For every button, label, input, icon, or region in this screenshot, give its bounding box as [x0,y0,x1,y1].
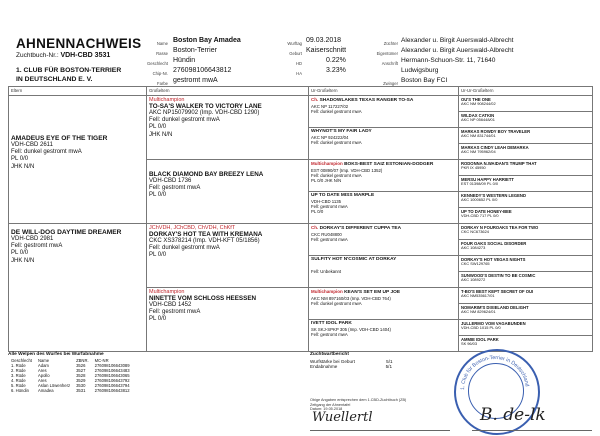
geburt-label: Geburt [289,51,302,56]
col-urgross: Ur-Großeltern [309,87,459,96]
signature-line-right [472,430,592,431]
geschlecht-label: Geschlecht [147,61,168,66]
zuchtbuch-line: Zuchtbuch-Nr.: VDH-CBD 3531 [16,52,111,59]
anschrift: Hermann-Schuon-Str. 11, 71640 [401,57,496,64]
litter-row: 2. Rüde Ares 3527 276098106643483 [11,368,130,373]
zwinger: Boston Bay FCI [401,77,448,84]
gg-great-12: SUNWOOD'S DESTIN TO BE COSMIC AKC 1089272 [459,272,593,288]
great-grandparent-8: IVETT IDOL PARK SK SKJ-SPKP 305 (Imp. VDH-CBD 1404) Fell: gestromt mwA [309,320,459,352]
litter-title: Alle Welpen des Wurfes bei Wurfabnahme [8,352,104,357]
dog-color: gestromt mwA [173,77,218,84]
great-grandparent-2: WHYNOT'S MY FAIR LADY AKC NP 924222/04 Fell: dunkel gestromt mwA [309,128,459,160]
great-grandparent-7: Multichampion KEAN'S SET EM UP JOE AKC NM 897160/03 (Imp. VDH-CBD 764) Fell: dunkel gestromt mwA [309,288,459,320]
zuechter: Alexander u. Birgit Auerswald-Albrecht [401,37,514,44]
grandparent-1: Multichampion TO-SA'S WALKER TO VICTORY LANE AKC NP15079902 (Imp. VDH-CBD 1290) Fell: dunkel gestromt mwA PL 0/0 JHK N/N [147,96,309,160]
ha-label: HA [296,71,302,76]
gg-great-8: UP TO DATE HONEY-BEE VDH-CBD 717 PL 0/0 [459,208,593,224]
litter-header: Name [37,358,50,363]
great-grandparent-5: Ch. DORKAY'S DIFFERENT CUPPA TEA CKC RU048800 Fell: gestromt mwA [309,224,459,256]
great-grandparent-6: SULFITY HOT N'COSMIC AT DORKAY Fell: Unbekannt [309,256,459,288]
gg-great-11: DORKAY'S HOT VEGAS NIGHTS CKC SW129765 [459,256,593,272]
farbe-label: Farbe [157,81,168,86]
pedigree-table [8,86,593,352]
geburt: Kaiserschnitt [306,47,347,54]
zuchtwart-section: Zuchtwartbericht Wurfstärke bei Geburt 5/1 Endabnahme 5/1 [310,352,450,369]
gg-great-3: MARKAS ROWDY BOY TRAVELER AKC NM 831744/01 [459,128,593,144]
gg-great-9: DORKAY N FOUROAKS TEA FOR TWO CKC NC673624 [459,224,593,240]
hd-label: HD [295,61,302,66]
gg-great-5: RODONNA N.WAIDAN'S TRUMP THAT PKR IX 45950 [459,160,593,176]
litter-row: 1. Rüde Adam 3526 276098106643089 [11,363,130,368]
dog-sex: Hündin [173,57,196,64]
chip-label: Chip-Nr. [152,71,168,76]
zuechter-label: Züchter [383,41,398,46]
col-ururgross: Ur-Ur-Großeltern [459,87,593,96]
club-name: 1. CLUB FÜR BOSTON-TERRIER IN DEUTSCHLAND E. V. [16,67,122,83]
litter-row: 6. Hündin Amadea 3531 276098106643812 [11,388,130,393]
zwinger-label: Zwinger [383,81,398,86]
rasse-label: Rasse [156,51,168,56]
gg-great-1: OU'S THE ONE AKC NM 908244/02 [459,96,593,112]
document-title: AHNENNACHWEIS [16,36,142,51]
eigentuemer: Alexander u. Birgit Auerswald-Albrecht [401,47,514,54]
svg-text:1. Club für Boston-Terrier in: 1. Club für Boston-Terrier in Deutschland [459,354,530,391]
eigentuemer-label: Eigentümer [376,51,398,56]
litter-row: 4. Rüde Ares 3529 276098106643792 [11,378,130,383]
col-eltern: Eltern [9,87,147,96]
grandparent-4: Multichampion NINETTE VOM SCHLOSS HEESSEN VDH-CBD 1452 Fell: gestromt mwA PL 0/0 [147,288,309,352]
signature-left: Wuellertl [312,410,373,425]
gg-great-14: NOMARIM'S DIXIELAND DELIGHT AKC NM 829624/01 [459,304,593,320]
litter-header: Geschlecht [11,358,32,363]
ort: Ludwigsburg [401,67,439,74]
gg-great-16: AMMIE IDOL PARK SK 96/03 [459,336,593,352]
great-grandparent-3: Multichampion BOKS-BEST SAIZ ESTONIAN-DODGER EST 00890/07 (Imp. VDH-CBD 1352) Fell: dunkel gestromt mwA PL 0/0 JHK N/N [309,160,459,192]
gg-great-10: FOUR OAKS SOCIAL DISORDER AKC 1084273 [459,240,593,256]
signature-right: B. de-lk [480,405,546,425]
grandparent-2: BLACK DIAMOND BAY BREEZY LENA VDH-CBD 1736 Fell: gestromt mwA PL 0/0 [147,160,309,224]
litter-table [8,358,133,393]
confirmation-note: Obige Angaben entsprechen dem 1.CBD-Zuchtbuch (ZB) Zeitgang der Ahnentafel Datum: 19.05.2018 [310,398,407,412]
litter-header: ZBNR. [76,358,89,363]
gg-great-2: WILDAX CATKIN AKC NP 056448/01 [459,112,593,128]
litter-section [8,352,298,393]
col-grosseltern: Großeltern [147,87,309,96]
litter-row: 5. Rüde Aslan Löwenherz 3530 276098106643794 [11,383,130,388]
dog-name: Boston Bay Amadea [173,37,241,44]
gg-great-13: T-BO'S BEST KEPT SECRET OF OUI AKC NM535617/01 [459,288,593,304]
hd-value: 0.22% [326,57,346,64]
gg-great-6: MERSU HAPPY HARRIETT EST 01398/09 PL 0/0 [459,176,593,192]
name-label: Name [156,41,168,46]
wurftag-label: Wurftag [287,41,302,46]
gg-great-15: JULLERMO VOM VAGABUNDEN VDH-CBD 1015 PL 0/0 [459,320,593,336]
anschrift-label: Anschrift [381,61,398,66]
gg-great-7: KENNEDY'S WESTERN LEGEND AKC 1000652 PL 0/0 [459,192,593,208]
ha-value: 3.23% [326,67,346,74]
dog-chip: 276098106643812 [173,67,232,74]
litter-header: MC-NR [94,358,109,363]
wurftag: 09.03.2018 [306,37,342,44]
parent-sire: AMADEUS EYE OF THE TIGER VDH-CBD 2611 Fell: dunkel gestromt mwA PL 0/0 JHK N/N [9,96,147,224]
signature-line-left [310,430,450,431]
great-grandparent-1: Ch. SHADOWLAKES TEXAS RANGER TO-SA AKC NP 117227/02 Fell: dunkel gestromt mwA [309,96,459,128]
parent-dam: DE WILL-DOG DAYTIME DREAMER VDH-CBD 2981 Fell: gestromt mwA PL 0/0 JHK N/N [9,224,147,352]
grandparent-3: JChVDH, JChCBD, ChVDH, ChKfT DORKAY'S HOT TEA WITH KREMANA CKC XS378214 (Imp. VDH-KFT 05/1856) Fell: dunkel gestromt mwA PL 0/0 [147,224,309,288]
litter-row: 3. Rüde Apollo 3528 276098106643065 [11,373,130,378]
dog-breed: Boston-Terrier [173,47,217,54]
zuchtwart-title: Zuchtwartbericht [310,352,349,357]
gg-great-4: MARKAS CINDY LEAH DEMARKA AKC NM 795962/04 [459,144,593,160]
great-grandparent-4: UP TO DATE MISS MARPLE VDH-CBD 1135 Fell: gestromt mwA PL 0/0 [309,192,459,224]
